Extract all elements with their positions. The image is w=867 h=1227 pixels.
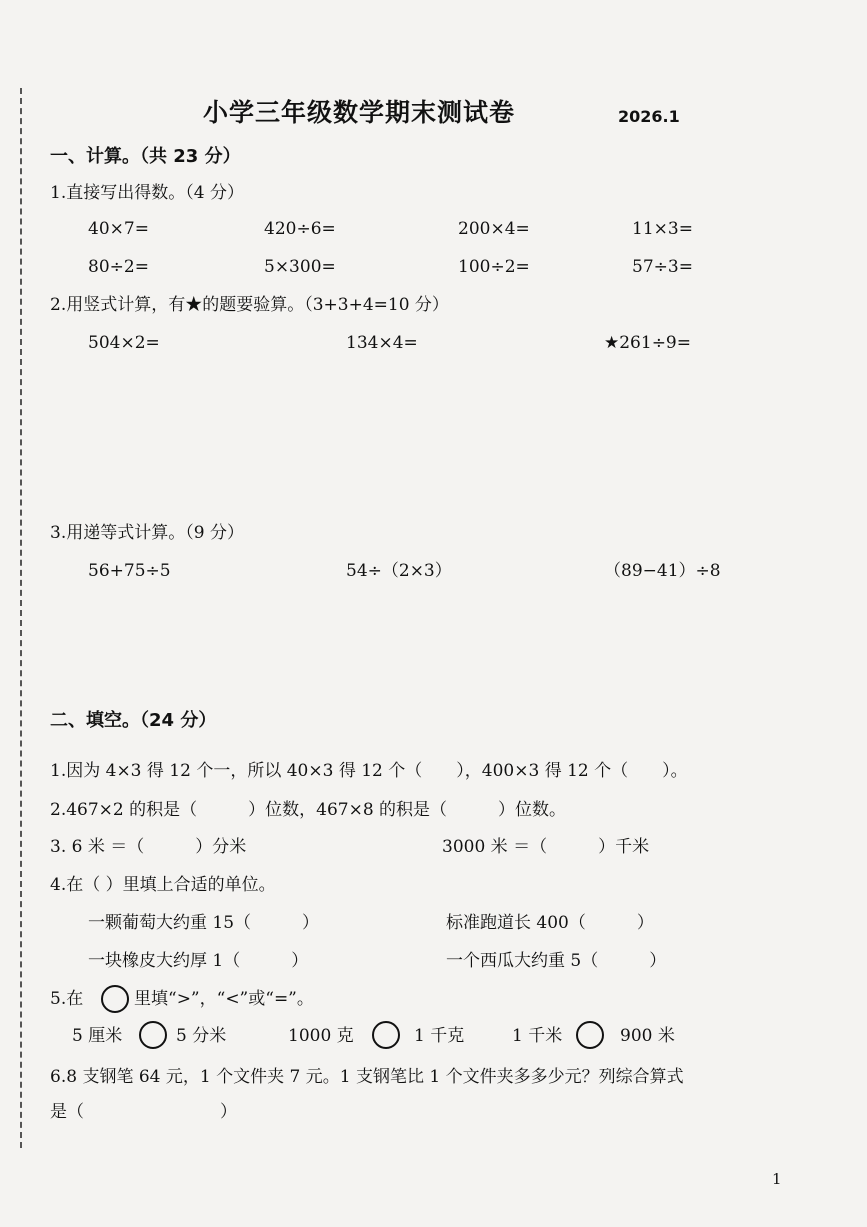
fill-q6-line1: 6.8 支钢笔 64 元，1 个文件夹 7 元。1 支钢笔比 1 个文件夹多多少元？列综合算式 <box>50 1067 684 1087</box>
compare-right: 5 分米 <box>176 1026 227 1046</box>
unit-item: 标准跑道长 400（ ） <box>446 913 654 933</box>
q1-2-label: 2.用竖式计算，有★的题要验算。（3+3+4=10 分） <box>50 295 449 315</box>
vertical-calc-item: 504×2= <box>88 333 160 353</box>
fill-q3b: 3000 米 ＝（ ）千米 <box>442 837 650 857</box>
calc-item: 100÷2= <box>458 257 530 277</box>
fill-q5-label-pre: 5.在 <box>50 989 84 1009</box>
compare-circle[interactable] <box>139 1021 167 1049</box>
compare-circle <box>101 985 129 1013</box>
fill-q6-line2: 是（ ） <box>50 1102 237 1122</box>
compare-left: 1 千米 <box>512 1026 563 1046</box>
calc-item: 57÷3= <box>632 257 693 277</box>
section-2-heading: 二、填空。（24 分） <box>50 710 217 731</box>
q1-1-label: 1.直接写出得数。（4 分） <box>50 183 244 203</box>
step-calc-item: （89−41）÷8 <box>604 561 721 581</box>
exam-date: 2026.1 <box>618 107 680 126</box>
calc-item: 11×3= <box>632 219 693 239</box>
calc-item: 200×4= <box>458 219 530 239</box>
compare-right: 1 千克 <box>414 1026 465 1046</box>
q1-3-label: 3.用递等式计算。（9 分） <box>50 523 244 543</box>
unit-item: 一颗葡萄大约重 15（ ） <box>88 913 320 933</box>
compare-left: 1000 克 <box>288 1026 354 1046</box>
vertical-calc-item: ★261÷9= <box>604 333 691 353</box>
vertical-calc-item: 134×4= <box>346 333 418 353</box>
unit-item: 一块橡皮大约厚 1（ ） <box>88 951 309 971</box>
fill-q4-label: 4.在（ ）里填上合适的单位。 <box>50 875 276 895</box>
calc-item: 40×7= <box>88 219 149 239</box>
calc-item: 80÷2= <box>88 257 149 277</box>
fill-q3a: 3. 6 米 ＝（ ）分米 <box>50 837 247 857</box>
step-calc-item: 56+75÷5 <box>88 561 171 581</box>
calc-item: 420÷6= <box>264 219 336 239</box>
unit-item: 一个西瓜大约重 5（ ） <box>446 951 667 971</box>
compare-left: 5 厘米 <box>72 1026 123 1046</box>
page-title: 小学三年级数学期末测试卷 <box>203 98 516 127</box>
section-1-heading: 一、计算。（共 23 分） <box>50 146 241 167</box>
compare-circle[interactable] <box>576 1021 604 1049</box>
step-calc-item: 54÷（2×3） <box>346 561 452 581</box>
binding-dashed-line <box>20 88 22 1148</box>
compare-right: 900 米 <box>620 1026 675 1046</box>
fill-q1: 1.因为 4×3 得 12 个一，所以 40×3 得 12 个（ ），400×3 得 12 个（ ）。 <box>50 761 688 781</box>
compare-circle[interactable] <box>372 1021 400 1049</box>
fill-q2: 2.467×2 的积是（ ）位数，467×8 的积是（ ）位数。 <box>50 800 567 820</box>
fill-q5-label-post: 里填“>”，“<”或“=”。 <box>134 989 314 1009</box>
page-number: 1 <box>772 1170 782 1188</box>
calc-item: 5×300= <box>264 257 336 277</box>
